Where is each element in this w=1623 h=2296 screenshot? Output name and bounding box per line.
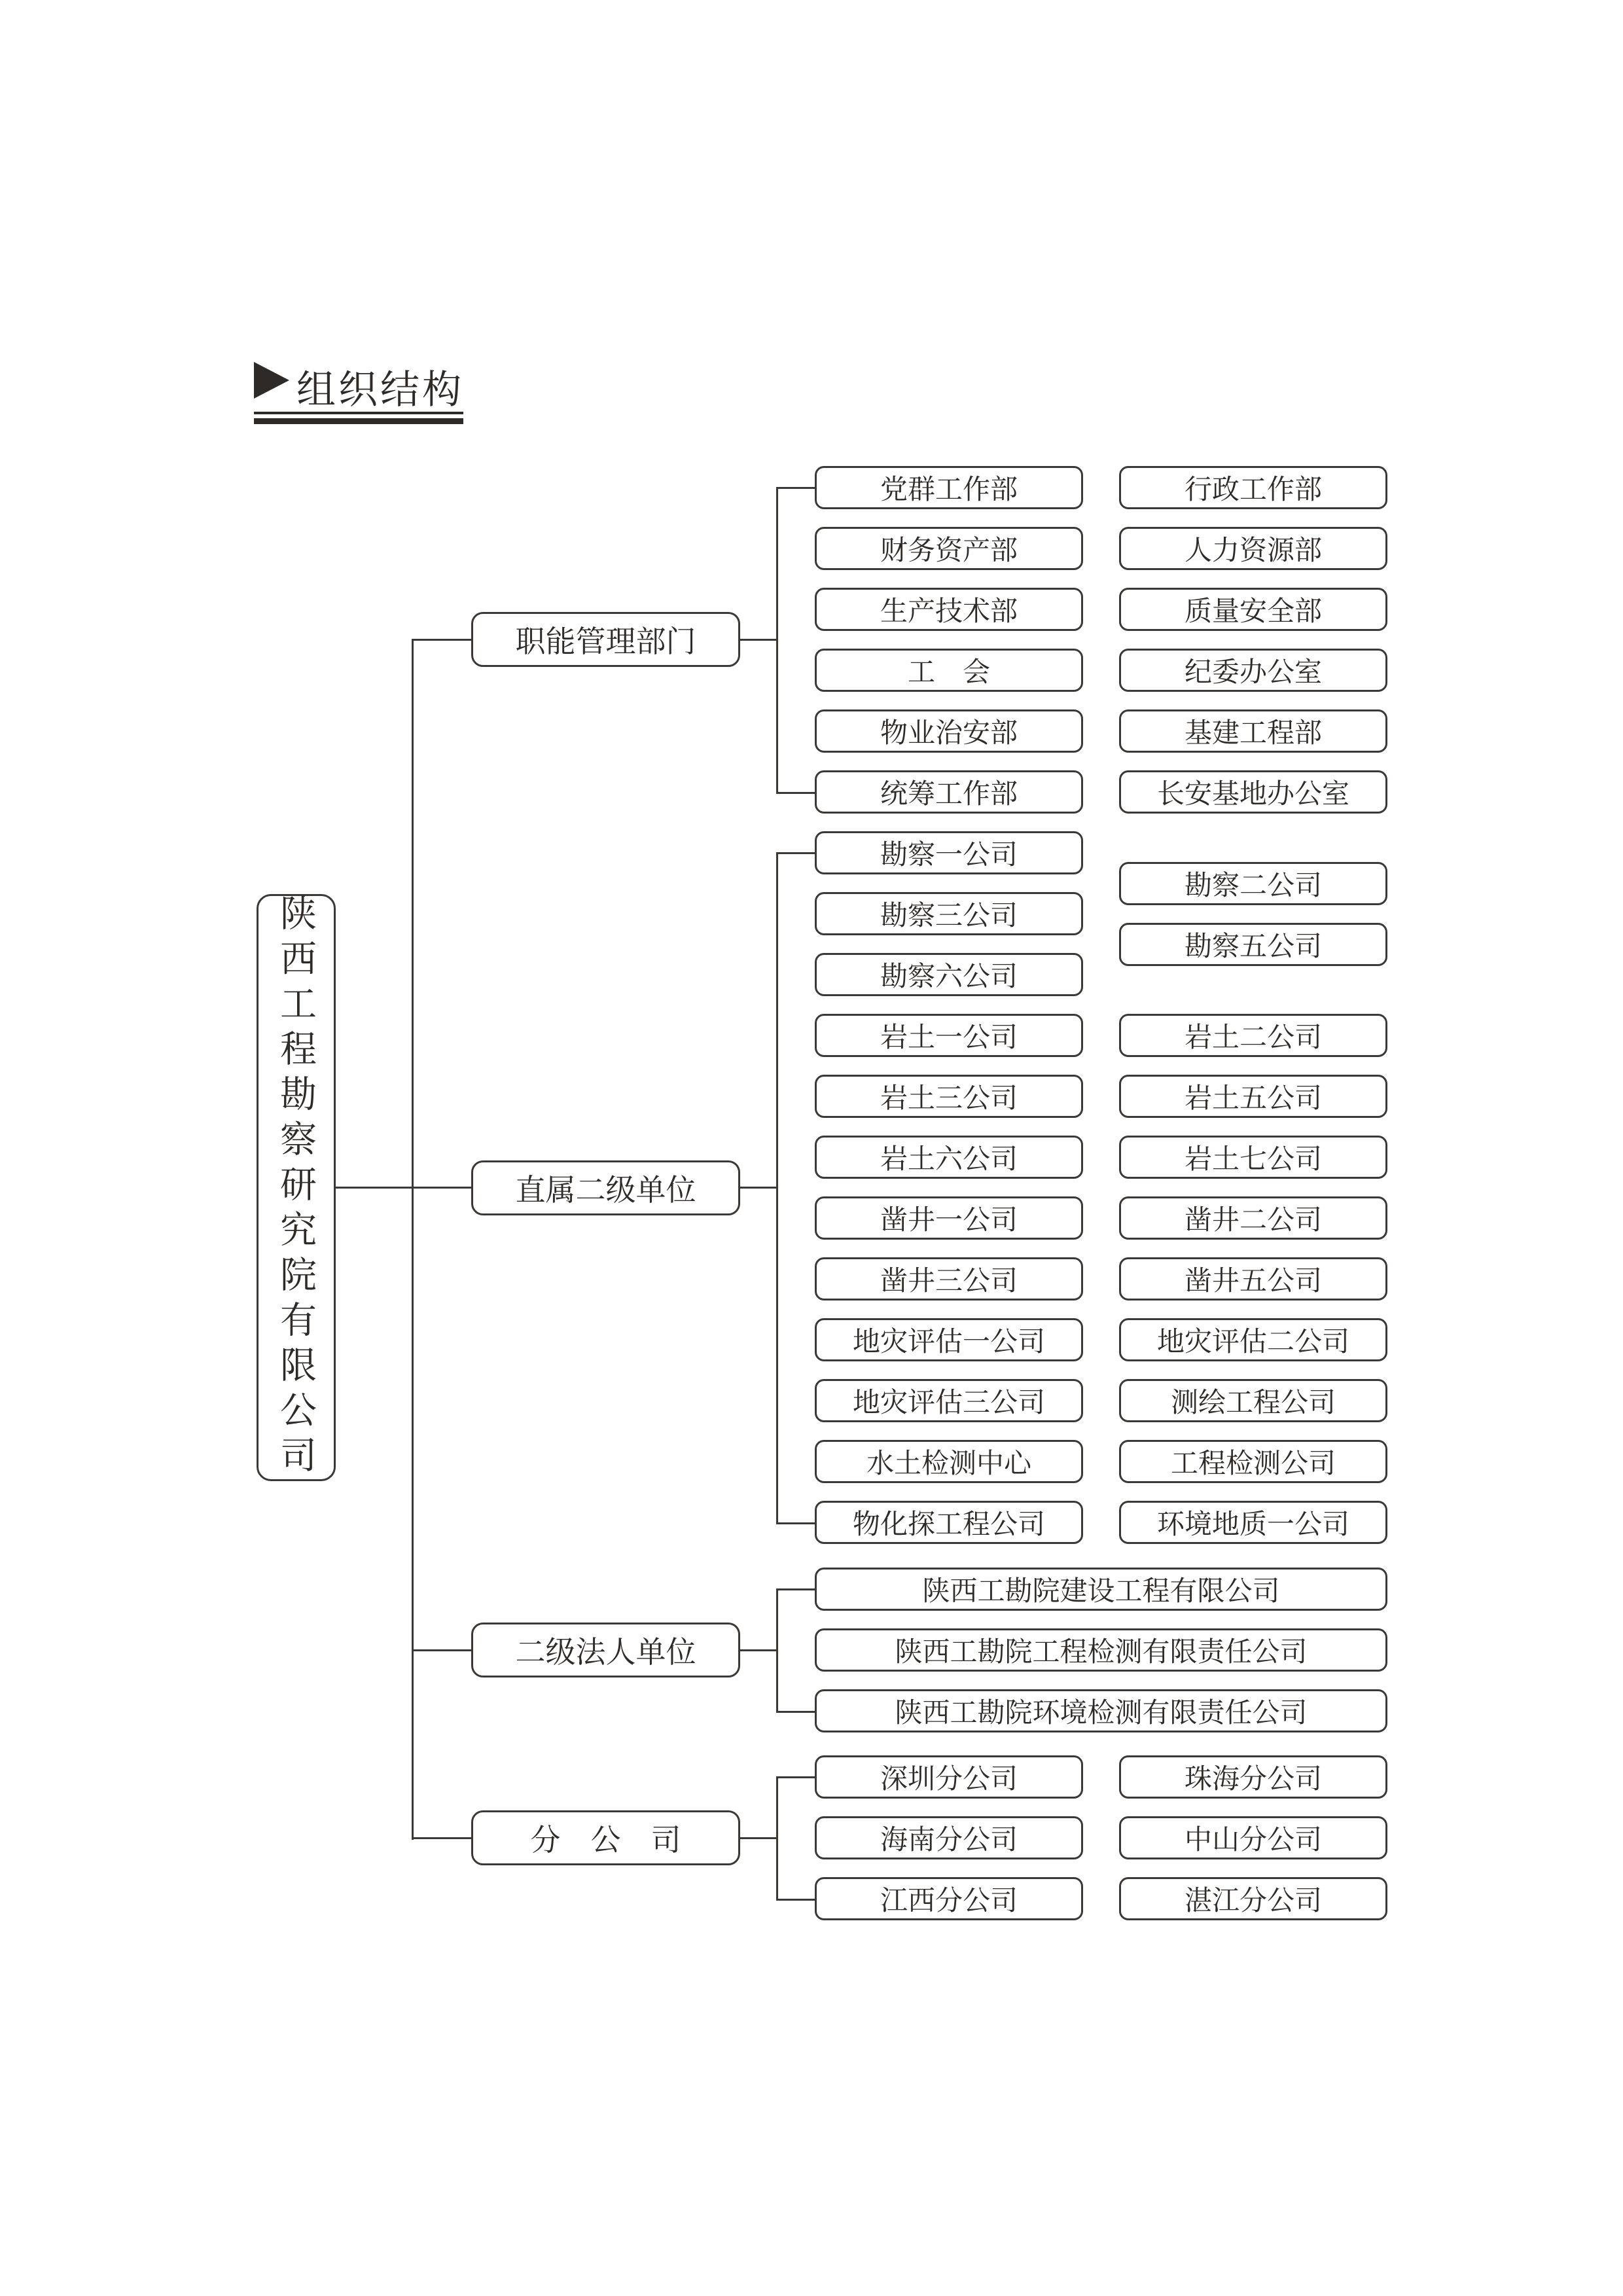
- branch-stub-functional-line: [412, 639, 471, 641]
- org-unit-box: 勘察六公司: [815, 953, 1083, 996]
- org-unit-box: 岩土七公司: [1119, 1136, 1387, 1179]
- root-connector-line: [336, 1187, 471, 1189]
- org-unit-box: 地灾评估一公司: [815, 1318, 1083, 1361]
- org-unit-box: 水土检测中心: [815, 1440, 1083, 1483]
- group-spine-line: [776, 1776, 778, 1901]
- main-spine-line: [412, 639, 414, 1840]
- org-unit-box: 深圳分公司: [815, 1755, 1083, 1799]
- org-unit-box: 江西分公司: [815, 1877, 1083, 1920]
- org-unit-box: 凿井三公司: [815, 1257, 1083, 1300]
- stub-line: [776, 1588, 815, 1590]
- org-unit-box: 工 会: [815, 649, 1083, 692]
- branch-box-second-level-units: 直属二级单位: [471, 1160, 740, 1215]
- org-unit-box: 勘察二公司: [1119, 862, 1387, 905]
- org-unit-box: 岩土一公司: [815, 1014, 1083, 1057]
- group-connector-line: [740, 1649, 777, 1651]
- group-connector-line: [740, 1837, 777, 1839]
- org-unit-box: 中山分公司: [1119, 1816, 1387, 1859]
- org-unit-box: 岩土二公司: [1119, 1014, 1387, 1057]
- group-connector-line: [740, 639, 777, 641]
- title-underline-thick: [254, 418, 463, 424]
- group-spine-line: [776, 1588, 778, 1713]
- page-title: 组织结构: [296, 368, 464, 412]
- org-unit-box: 勘察五公司: [1119, 923, 1387, 966]
- org-unit-box: 陕西工勘院环境检测有限责任公司: [815, 1689, 1387, 1732]
- group-spine-line: [776, 852, 778, 1524]
- org-unit-box: 珠海分公司: [1119, 1755, 1387, 1799]
- org-unit-box: 环境地质一公司: [1119, 1501, 1387, 1544]
- title-underline-thin: [254, 412, 463, 414]
- org-unit-box: 岩土六公司: [815, 1136, 1083, 1179]
- org-unit-box: 凿井一公司: [815, 1196, 1083, 1240]
- stub-line: [776, 487, 815, 489]
- company-root-label: 陕西工程勘察研究院有限公司: [276, 894, 317, 1481]
- branch-box-legal-entities: 二级法人单位: [471, 1623, 740, 1677]
- stub-line: [776, 852, 815, 854]
- title-arrow-icon: [254, 362, 289, 399]
- group-spine-line: [776, 487, 778, 794]
- org-unit-box: 工程检测公司: [1119, 1440, 1387, 1483]
- org-unit-box: 湛江分公司: [1119, 1877, 1387, 1920]
- org-unit-box: 岩土五公司: [1119, 1075, 1387, 1118]
- org-unit-box: 纪委办公室: [1119, 649, 1387, 692]
- org-unit-box: 陕西工勘院工程检测有限责任公司: [815, 1628, 1387, 1672]
- org-unit-box: 党群工作部: [815, 466, 1083, 509]
- org-unit-box: 测绘工程公司: [1119, 1379, 1387, 1422]
- org-unit-box: 勘察三公司: [815, 892, 1083, 935]
- org-unit-box: 岩土三公司: [815, 1075, 1083, 1118]
- org-unit-box: 质量安全部: [1119, 588, 1387, 631]
- org-unit-box: 生产技术部: [815, 588, 1083, 631]
- org-unit-box: 陕西工勘院建设工程有限公司: [815, 1568, 1387, 1611]
- org-unit-box: 海南分公司: [815, 1816, 1083, 1859]
- org-unit-box: 物业治安部: [815, 709, 1083, 753]
- org-unit-box: 统筹工作部: [815, 770, 1083, 814]
- org-unit-box: 地灾评估三公司: [815, 1379, 1083, 1422]
- branch-stub-legal-line: [412, 1649, 471, 1651]
- group-connector-line: [740, 1187, 777, 1189]
- branch-stub-branches-line: [412, 1837, 471, 1839]
- org-unit-box: 人力资源部: [1119, 527, 1387, 570]
- org-unit-box: 基建工程部: [1119, 709, 1387, 753]
- org-unit-box: 财务资产部: [815, 527, 1083, 570]
- org-unit-box: 地灾评估二公司: [1119, 1318, 1387, 1361]
- org-unit-box: 凿井五公司: [1119, 1257, 1387, 1300]
- branch-box-branch-offices: 分 公 司: [471, 1810, 740, 1865]
- org-unit-box: 行政工作部: [1119, 466, 1387, 509]
- stub-line: [776, 1776, 815, 1778]
- company-root-box: [257, 894, 336, 1481]
- stub-line: [776, 1711, 815, 1713]
- stub-line: [776, 1899, 815, 1901]
- org-unit-box: 物化探工程公司: [815, 1501, 1083, 1544]
- stub-line: [776, 1522, 815, 1524]
- stub-line: [776, 792, 815, 794]
- org-unit-box: 长安基地办公室: [1119, 770, 1387, 814]
- org-unit-box: 凿井二公司: [1119, 1196, 1387, 1240]
- org-unit-box: 勘察一公司: [815, 831, 1083, 874]
- branch-box-functional-depts: 职能管理部门: [471, 612, 740, 667]
